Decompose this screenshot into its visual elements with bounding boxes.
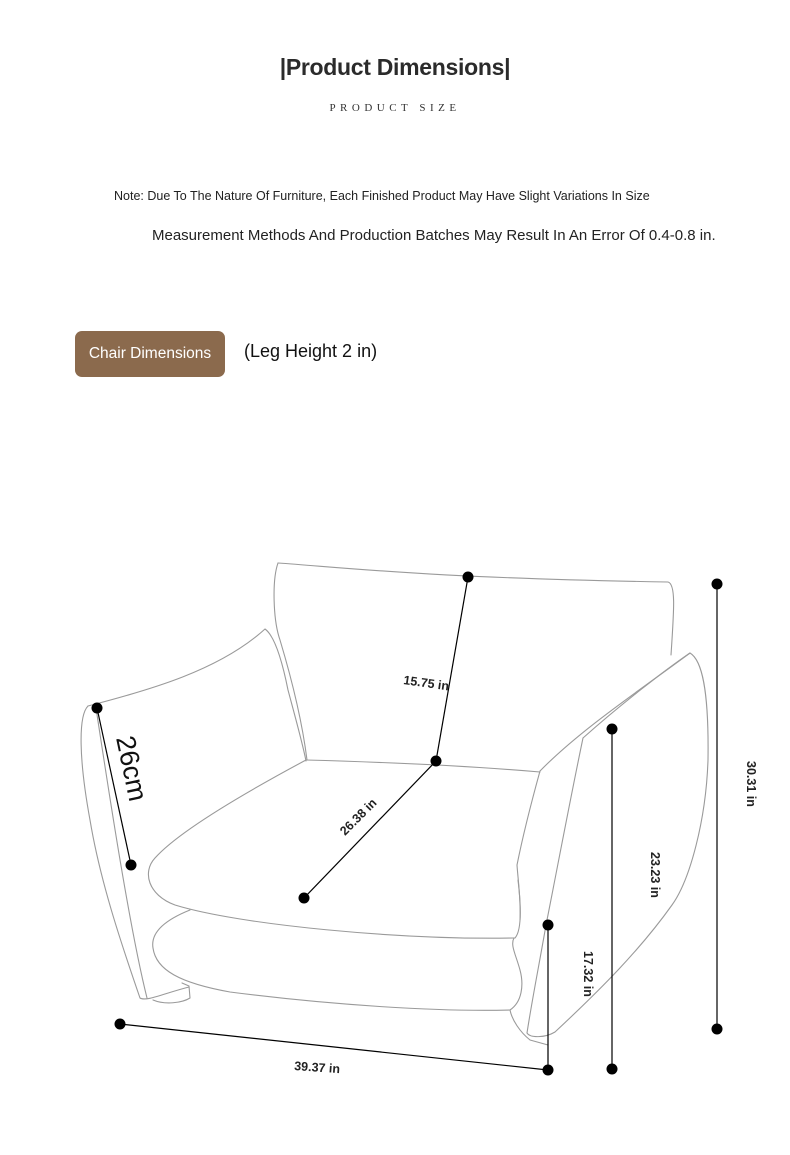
marker-dot bbox=[299, 893, 310, 904]
marker-dot bbox=[543, 1065, 554, 1076]
marker-dot bbox=[431, 756, 442, 767]
marker-dot bbox=[607, 1064, 618, 1075]
note-line-1: Note: Due To The Nature Of Furniture, Each Finished Product May Have Slight Variations In Size bbox=[114, 189, 650, 203]
marker-dot bbox=[115, 1019, 126, 1030]
marker-dot bbox=[543, 920, 554, 931]
marker-dot bbox=[712, 1024, 723, 1035]
chair-dimensions-badge: Chair Dimensions bbox=[75, 331, 225, 377]
marker-dot bbox=[463, 572, 474, 583]
total-height-label: 30.31 in bbox=[744, 761, 758, 807]
page-title: |Product Dimensions| bbox=[279, 54, 511, 80]
marker-dot bbox=[92, 703, 103, 714]
marker-dot bbox=[712, 579, 723, 590]
backrest-height-label: 15.75 in bbox=[402, 673, 450, 694]
seat-depth-line bbox=[304, 761, 436, 898]
note-line-2: Measurement Methods And Production Batches May Result In An Error Of 0.4-0.8 in. bbox=[152, 227, 716, 244]
arm-height-label: 23.23 in bbox=[648, 852, 662, 898]
marker-dot bbox=[126, 860, 137, 871]
chair-outline bbox=[81, 563, 708, 1062]
seat-depth-label: 26.38 in bbox=[337, 795, 380, 839]
leg-height-label: (Leg Height 2 in) bbox=[244, 341, 378, 361]
width-label: 39.37 in bbox=[293, 1059, 341, 1077]
backrest-height-line bbox=[436, 577, 468, 761]
seat-height-label: 17.32 in bbox=[581, 951, 595, 997]
marker-dot bbox=[607, 724, 618, 735]
page-subtitle: PRODUCT SIZE bbox=[329, 102, 461, 114]
arm-width-label: 26cm bbox=[110, 733, 154, 804]
